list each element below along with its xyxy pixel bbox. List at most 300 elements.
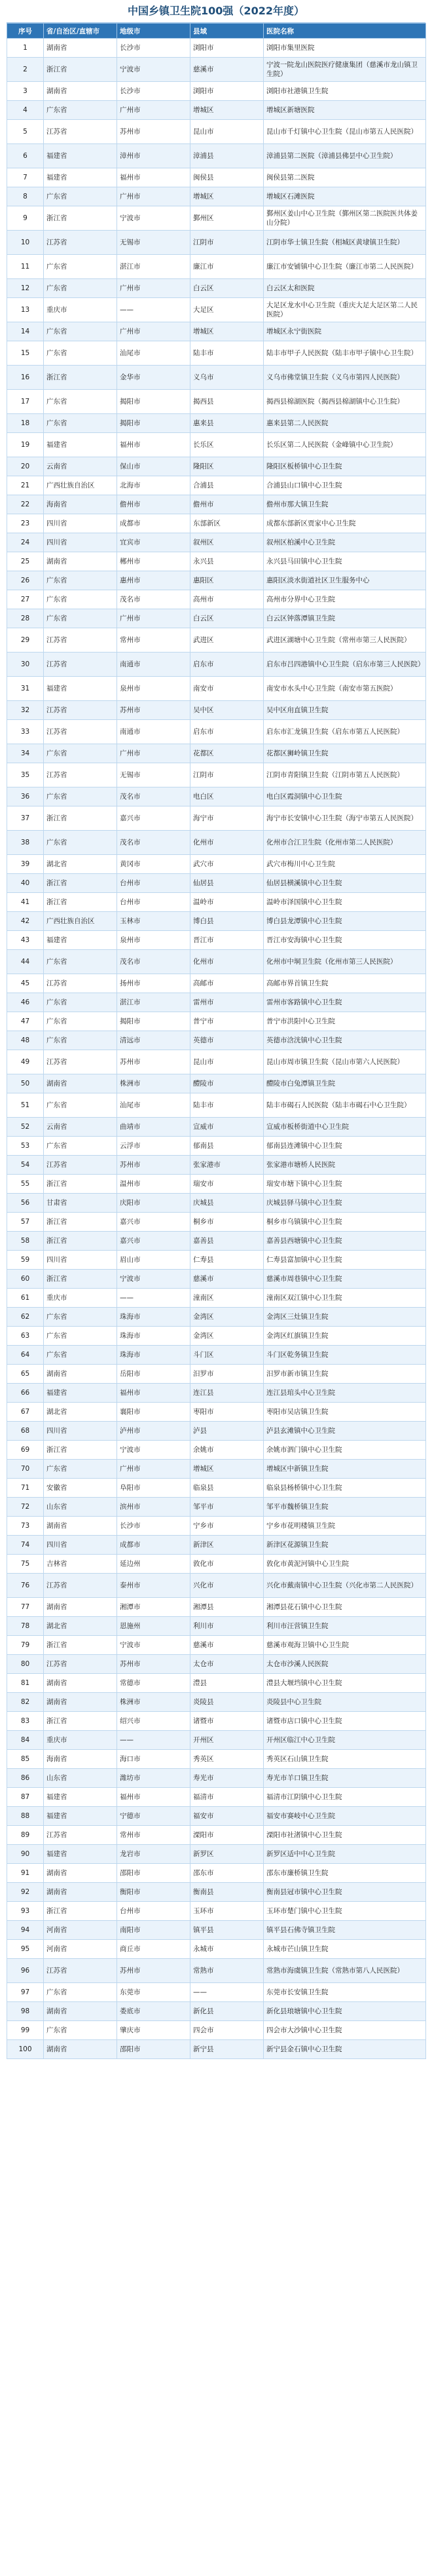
province-cell: 广东省 (44, 950, 117, 974)
hospital-name-cell: 高州市分界中心卫生院 (264, 590, 426, 609)
province-cell: 湖南省 (44, 552, 117, 571)
province-cell: 广东省 (44, 993, 117, 1012)
city-cell: 珠海市 (117, 1308, 190, 1327)
province-cell: 江苏省 (44, 1959, 117, 1983)
city-cell: 福州市 (117, 1384, 190, 1403)
rank-cell: 58 (7, 1232, 44, 1251)
table-row (7, 322, 426, 341)
hospital-name-cell: 陆丰市甲子人民医院（陆丰市甲子镇中心卫生院） (264, 341, 426, 366)
hospital-name-cell: 邵东市廉桥镇卫生院 (264, 1864, 426, 1883)
province-cell: 广西壮族自治区 (44, 912, 117, 931)
city-cell: 南阳市 (117, 1921, 190, 1940)
province-cell: 浙江省 (44, 1902, 117, 1921)
hospital-name-cell: 温岭市泽国镇中心卫生院 (264, 893, 426, 912)
province-cell: 江苏省 (44, 1655, 117, 1674)
province-cell: 江苏省 (44, 628, 117, 653)
hospital-name-cell: 邹平市魏桥镇卫生院 (264, 1498, 426, 1517)
province-cell: 江苏省 (44, 653, 117, 677)
table-row (7, 414, 426, 433)
county-cell: 瑞安市 (190, 1175, 264, 1194)
county-cell: 儋州市 (190, 495, 264, 514)
hospital-name-cell: 溧阳市社渚镇中心卫生院 (264, 1826, 426, 1845)
table-row (7, 912, 426, 931)
rank-cell: 25 (7, 552, 44, 571)
city-cell: 衡阳市 (117, 1883, 190, 1902)
table-row (7, 366, 426, 390)
table-row (7, 974, 426, 993)
table-row (7, 1460, 426, 1479)
province-cell: 浙江省 (44, 1175, 117, 1194)
county-cell: 张家港市 (190, 1156, 264, 1175)
hospital-name-cell: 成都东部新区贾家中心卫生院 (264, 514, 426, 533)
table-row (7, 1983, 426, 2002)
province-cell: 河南省 (44, 1921, 117, 1940)
table-row (7, 101, 426, 120)
table-row (7, 298, 426, 322)
city-cell: 泉州市 (117, 931, 190, 950)
hospital-name-cell: 慈溪市周巷镇中心卫生院 (264, 1270, 426, 1289)
county-cell: 敦化市 (190, 1555, 264, 1574)
table-row (7, 1175, 426, 1194)
hospital-name-cell: 海宁市长安镇中心卫生院（海宁市第五人民医院） (264, 806, 426, 831)
hospital-name-cell: 浏阳市集里医院 (264, 39, 426, 58)
table-row (7, 231, 426, 255)
province-cell: 浙江省 (44, 893, 117, 912)
rank-cell: 54 (7, 1156, 44, 1175)
province-cell: 四川省 (44, 533, 117, 552)
rank-cell: 19 (7, 433, 44, 457)
city-cell: 宜宾市 (117, 533, 190, 552)
hospital-name-cell: 镇平县石佛寺镇卫生院 (264, 1921, 426, 1940)
column-header-rank: 序号 (7, 24, 44, 39)
table-row (7, 1365, 426, 1384)
hospital-name-cell: 新宁县金石镇中心卫生院 (264, 2040, 426, 2059)
rank-cell: 2 (7, 58, 44, 82)
province-cell: 广东省 (44, 609, 117, 628)
city-cell: 保山市 (117, 457, 190, 476)
rank-cell: 49 (7, 1050, 44, 1074)
city-cell: 商丘市 (117, 1940, 190, 1959)
county-cell: 闽侯县 (190, 168, 264, 187)
column-header-hospital: 医院名称 (264, 24, 426, 39)
city-cell: 福州市 (117, 168, 190, 187)
city-cell: 嘉兴市 (117, 1232, 190, 1251)
county-cell: 嘉善县 (190, 1232, 264, 1251)
county-cell: 叙州区 (190, 533, 264, 552)
province-cell: 江苏省 (44, 974, 117, 993)
city-cell: —— (117, 1731, 190, 1750)
rank-cell: 17 (7, 390, 44, 414)
hospital-name-cell: 新化县琅塘镇中心卫生院 (264, 2002, 426, 2021)
county-cell: 温岭市 (190, 893, 264, 912)
rank-cell: 8 (7, 187, 44, 206)
table-row (7, 433, 426, 457)
hospital-name-cell: 连江县琯头中心卫生院 (264, 1384, 426, 1403)
city-cell: 泉州市 (117, 677, 190, 701)
rank-cell: 43 (7, 931, 44, 950)
city-cell: 滨州市 (117, 1498, 190, 1517)
city-cell: 宁波市 (117, 206, 190, 231)
province-cell: 江苏省 (44, 763, 117, 787)
city-cell: 苏州市 (117, 1959, 190, 1983)
table-row (7, 1864, 426, 1883)
table-row (7, 1213, 426, 1232)
rank-cell: 80 (7, 1655, 44, 1674)
province-cell: 广东省 (44, 101, 117, 120)
county-cell: 合浦县 (190, 476, 264, 495)
city-cell: 延边州 (117, 1555, 190, 1574)
province-cell: 重庆市 (44, 1289, 117, 1308)
city-cell: 长沙市 (117, 1517, 190, 1536)
table-row (7, 1156, 426, 1175)
hospital-name-cell: 利川市汪营镇卫生院 (264, 1617, 426, 1636)
rank-cell: 41 (7, 893, 44, 912)
table-row (7, 144, 426, 168)
province-cell: 广东省 (44, 2021, 117, 2040)
rank-cell: 73 (7, 1517, 44, 1536)
province-cell: 吉林省 (44, 1555, 117, 1574)
hospital-name-cell: 嘉善县西塘镇中心卫生院 (264, 1232, 426, 1251)
city-cell: 成都市 (117, 514, 190, 533)
hospital-name-cell: 花都区狮岭镇卫生院 (264, 744, 426, 763)
city-cell: 苏州市 (117, 1156, 190, 1175)
city-cell: 珠海市 (117, 1327, 190, 1346)
county-cell: 湘潭县 (190, 1598, 264, 1617)
city-cell: 海口市 (117, 1750, 190, 1769)
province-cell: 广东省 (44, 1012, 117, 1031)
city-cell: 茂名市 (117, 950, 190, 974)
county-cell: 晋江市 (190, 931, 264, 950)
rank-cell: 95 (7, 1940, 44, 1959)
hospital-name-cell: 闽侯县第二医院 (264, 168, 426, 187)
city-cell: 云浮市 (117, 1137, 190, 1156)
rank-cell: 12 (7, 279, 44, 298)
rank-cell: 37 (7, 806, 44, 831)
rank-cell: 36 (7, 787, 44, 806)
rank-cell: 10 (7, 231, 44, 255)
rank-cell: 26 (7, 571, 44, 590)
city-cell: 长沙市 (117, 39, 190, 58)
county-cell: 新化县 (190, 2002, 264, 2021)
county-cell: 余姚市 (190, 1441, 264, 1460)
county-cell: 诸暨市 (190, 1712, 264, 1731)
county-cell: 揭西县 (190, 390, 264, 414)
city-cell: 龙岩市 (117, 1845, 190, 1864)
county-cell: 福清市 (190, 1788, 264, 1807)
province-cell: 福建省 (44, 433, 117, 457)
rank-cell: 87 (7, 1788, 44, 1807)
hospital-name-cell: 太仓市沙溪人民医院 (264, 1655, 426, 1674)
table-row (7, 571, 426, 590)
city-cell: 泰州市 (117, 1574, 190, 1598)
county-cell: 鄞州区 (190, 206, 264, 231)
county-cell: 开州区 (190, 1731, 264, 1750)
rank-cell: 38 (7, 831, 44, 855)
table-row (7, 1012, 426, 1031)
city-cell: 揭阳市 (117, 390, 190, 414)
column-header-city: 地级市 (117, 24, 190, 39)
table-row (7, 1251, 426, 1270)
rank-cell: 91 (7, 1864, 44, 1883)
city-cell: 北海市 (117, 476, 190, 495)
rank-cell: 51 (7, 1093, 44, 1118)
county-cell: 陆丰市 (190, 341, 264, 366)
table-row (7, 187, 426, 206)
city-cell: 茂名市 (117, 831, 190, 855)
table-row (7, 2040, 426, 2059)
city-cell: 常州市 (117, 1826, 190, 1845)
hospital-name-cell: 玉环市楚门镇中心卫生院 (264, 1902, 426, 1921)
province-cell: 湖南省 (44, 1598, 117, 1617)
rank-cell: 98 (7, 2002, 44, 2021)
rank-cell: 39 (7, 855, 44, 874)
rank-cell: 63 (7, 1327, 44, 1346)
hospital-name-cell: 庆城县驿马镇中心卫生院 (264, 1194, 426, 1213)
table-row (7, 1555, 426, 1574)
county-cell: —— (190, 1983, 264, 2002)
hospital-name-cell: 鄞州区姜山中心卫生院（鄞州区第二医院医共体姜山分院） (264, 206, 426, 231)
rank-cell: 86 (7, 1769, 44, 1788)
hospital-name-cell: 增城区中新镇卫生院 (264, 1460, 426, 1479)
rank-cell: 61 (7, 1289, 44, 1308)
table-row (7, 2021, 426, 2040)
city-cell: 温州市 (117, 1175, 190, 1194)
table-row (7, 1137, 426, 1156)
province-cell: 浙江省 (44, 366, 117, 390)
city-cell: 儋州市 (117, 495, 190, 514)
county-cell: 花都区 (190, 744, 264, 763)
rank-cell: 69 (7, 1441, 44, 1460)
province-cell: 福建省 (44, 1788, 117, 1807)
province-cell: 江苏省 (44, 701, 117, 720)
province-cell: 广东省 (44, 1983, 117, 2002)
table-row (7, 1346, 426, 1365)
county-cell: 武进区 (190, 628, 264, 653)
county-cell: 仙居县 (190, 874, 264, 893)
rank-cell: 33 (7, 720, 44, 744)
county-cell: 宣威市 (190, 1118, 264, 1137)
county-cell: 邵东市 (190, 1864, 264, 1883)
rank-cell: 4 (7, 101, 44, 120)
county-cell: 潼南区 (190, 1289, 264, 1308)
table-row (7, 1826, 426, 1845)
county-cell: 庆城县 (190, 1194, 264, 1213)
county-cell: 电白区 (190, 787, 264, 806)
hospital-name-cell: 白云区太和医院 (264, 279, 426, 298)
rank-cell: 71 (7, 1479, 44, 1498)
rank-cell: 99 (7, 2021, 44, 2040)
province-cell: 湖北省 (44, 855, 117, 874)
hospital-name-cell: 宁波一院龙山医院医疗健康集团（慈溪市龙山镇卫生院） (264, 58, 426, 82)
table-row (7, 552, 426, 571)
city-cell: 株洲市 (117, 1693, 190, 1712)
county-cell: 临泉县 (190, 1479, 264, 1498)
province-cell: 湖南省 (44, 2002, 117, 2021)
city-cell: 宁波市 (117, 1270, 190, 1289)
province-cell: 重庆市 (44, 298, 117, 322)
province-cell: 浙江省 (44, 874, 117, 893)
column-header-county: 县域 (190, 24, 264, 39)
city-cell: 南通市 (117, 653, 190, 677)
province-cell: 广东省 (44, 279, 117, 298)
table-row (7, 1750, 426, 1769)
page-title: 中国乡镇卫生院100强（2022年度） (7, 0, 425, 23)
city-cell: 曲靖市 (117, 1118, 190, 1137)
rank-cell: 52 (7, 1118, 44, 1137)
table-row (7, 1921, 426, 1940)
province-cell: 福建省 (44, 677, 117, 701)
city-cell: 泸州市 (117, 1422, 190, 1441)
province-cell: 湖南省 (44, 1883, 117, 1902)
rank-cell: 96 (7, 1959, 44, 1983)
province-cell: 四川省 (44, 1536, 117, 1555)
county-cell: 寿光市 (190, 1769, 264, 1788)
province-cell: 湖南省 (44, 1864, 117, 1883)
rank-cell: 35 (7, 763, 44, 787)
city-cell: 福州市 (117, 1788, 190, 1807)
table-row (7, 653, 426, 677)
province-cell: 浙江省 (44, 1232, 117, 1251)
table-row (7, 1788, 426, 1807)
hospital-name-cell: 新津区花源镇卫生院 (264, 1536, 426, 1555)
city-cell: 漳州市 (117, 144, 190, 168)
hospital-name-cell: 慈溪市观海卫镇中心卫生院 (264, 1636, 426, 1655)
table-row (7, 1384, 426, 1403)
county-cell: 枣阳市 (190, 1403, 264, 1422)
table-row (7, 533, 426, 552)
rank-cell: 27 (7, 590, 44, 609)
county-cell: 陆丰市 (190, 1093, 264, 1118)
rank-cell: 75 (7, 1555, 44, 1574)
table-row (7, 1441, 426, 1460)
county-cell: 澧县 (190, 1674, 264, 1693)
ranking-sheet (7, 0, 425, 2059)
province-cell: 四川省 (44, 1422, 117, 1441)
city-cell: 长沙市 (117, 82, 190, 101)
hospital-name-cell: 开州区临江中心卫生院 (264, 1731, 426, 1750)
province-cell: 云南省 (44, 1118, 117, 1137)
hospital-name-cell: 博白县龙潭镇中心卫生院 (264, 912, 426, 931)
city-cell: 茂名市 (117, 787, 190, 806)
rank-cell: 64 (7, 1346, 44, 1365)
rank-cell: 53 (7, 1137, 44, 1156)
province-cell: 广东省 (44, 1093, 117, 1118)
city-cell: 无锡市 (117, 763, 190, 787)
county-cell: 增城区 (190, 1460, 264, 1479)
rank-cell: 76 (7, 1574, 44, 1598)
city-cell: 株洲市 (117, 1074, 190, 1093)
table-row (7, 993, 426, 1012)
rank-cell: 65 (7, 1365, 44, 1384)
city-cell: 珠海市 (117, 1346, 190, 1365)
hospital-name-cell: 兴化市戴南镇中心卫生院（兴化市第二人民医院） (264, 1574, 426, 1598)
hospital-name-cell: 白云区钟落潭镇卫生院 (264, 609, 426, 628)
province-cell: 广东省 (44, 1346, 117, 1365)
city-cell: 广州市 (117, 744, 190, 763)
province-cell: 安徽省 (44, 1479, 117, 1498)
province-cell: 浙江省 (44, 806, 117, 831)
rank-cell: 1 (7, 39, 44, 58)
hospital-name-cell: 永城市芒山镇卫生院 (264, 1940, 426, 1959)
table-row (7, 279, 426, 298)
rank-cell: 56 (7, 1194, 44, 1213)
rank-cell: 34 (7, 744, 44, 763)
city-cell: 绍兴市 (117, 1712, 190, 1731)
table-row (7, 168, 426, 187)
table-row (7, 855, 426, 874)
county-cell: 武穴市 (190, 855, 264, 874)
rank-cell: 29 (7, 628, 44, 653)
county-cell: 四会市 (190, 2021, 264, 2040)
table-row (7, 1636, 426, 1655)
province-cell: 广西壮族自治区 (44, 476, 117, 495)
hospital-name-cell: 常熟市海虞镇卫生院（常熟市第八人民医院） (264, 1959, 426, 1983)
city-cell: 玉林市 (117, 912, 190, 931)
hospital-name-cell: 启东市吕四港镇中心卫生院（启东市第三人民医院） (264, 653, 426, 677)
county-cell: 浏阳市 (190, 39, 264, 58)
table-row (7, 514, 426, 533)
hospital-name-cell: 揭西县棉湖医院（揭西县棉湖镇中心卫生院） (264, 390, 426, 414)
rank-cell: 48 (7, 1031, 44, 1050)
table-row (7, 1031, 426, 1050)
rank-cell: 59 (7, 1251, 44, 1270)
province-cell: 湖北省 (44, 1403, 117, 1422)
province-cell: 福建省 (44, 1807, 117, 1826)
county-cell: 新罗区 (190, 1845, 264, 1864)
county-cell: 衡南县 (190, 1883, 264, 1902)
rank-cell: 72 (7, 1498, 44, 1517)
hospital-name-cell: 汨罗市新市镇卫生院 (264, 1365, 426, 1384)
hospital-name-cell: 宣威市板桥街道中心卫生院 (264, 1118, 426, 1137)
province-cell: 四川省 (44, 1251, 117, 1270)
province-cell: 浙江省 (44, 1441, 117, 1460)
province-cell: 四川省 (44, 514, 117, 533)
county-cell: 雷州市 (190, 993, 264, 1012)
table-row (7, 1617, 426, 1636)
province-cell: 湖南省 (44, 1693, 117, 1712)
county-cell: 博白县 (190, 912, 264, 931)
rank-cell: 45 (7, 974, 44, 993)
province-cell: 广东省 (44, 787, 117, 806)
county-cell: 白云区 (190, 609, 264, 628)
city-cell: 庆阳市 (117, 1194, 190, 1213)
city-cell: 岳阳市 (117, 1365, 190, 1384)
rank-cell: 50 (7, 1074, 44, 1093)
rank-cell: 62 (7, 1308, 44, 1327)
city-cell: —— (117, 298, 190, 322)
county-cell: 惠来县 (190, 414, 264, 433)
rank-cell: 42 (7, 912, 44, 931)
table-row (7, 390, 426, 414)
city-cell: 台州市 (117, 893, 190, 912)
rank-cell: 82 (7, 1693, 44, 1712)
table-row (7, 720, 426, 744)
hospital-name-cell: 泸县玄滩镇中心卫生院 (264, 1422, 426, 1441)
hospital-name-cell: 增城区石滩医院 (264, 187, 426, 206)
city-cell: 成都市 (117, 1536, 190, 1555)
province-cell: 海南省 (44, 495, 117, 514)
city-cell: 娄底市 (117, 2002, 190, 2021)
province-cell: 广东省 (44, 1137, 117, 1156)
province-cell: 广东省 (44, 390, 117, 414)
county-cell: 太仓市 (190, 1655, 264, 1674)
province-cell: 湖南省 (44, 1674, 117, 1693)
rank-cell: 14 (7, 322, 44, 341)
city-cell: 宁波市 (117, 1441, 190, 1460)
county-cell: 高邮市 (190, 974, 264, 993)
county-cell: 宁乡市 (190, 1517, 264, 1536)
city-cell: 苏州市 (117, 701, 190, 720)
